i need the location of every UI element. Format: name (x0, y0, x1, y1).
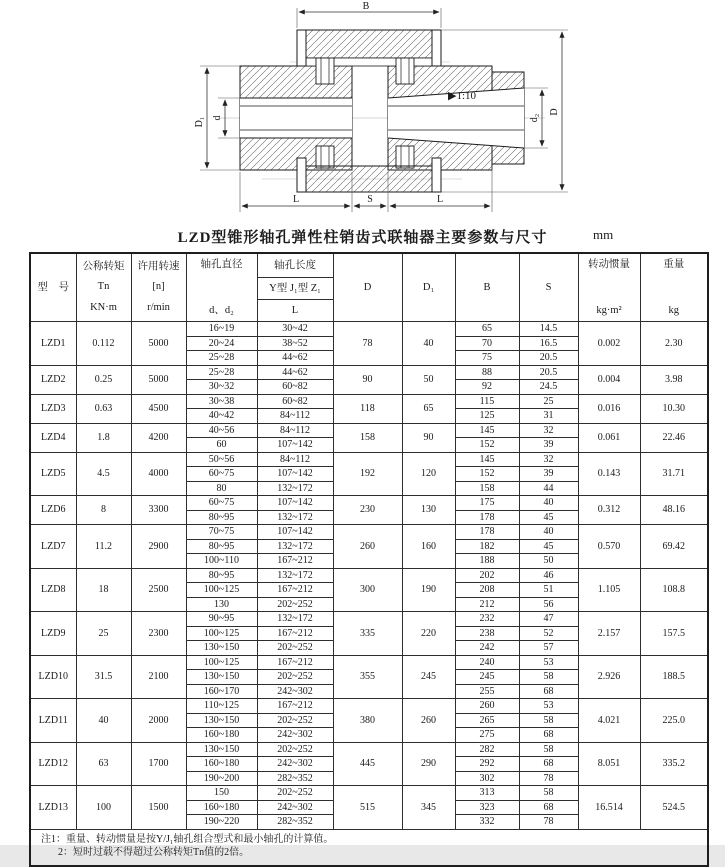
cell-bore-length: 107~142 (257, 438, 333, 453)
cell-D1: 290 (402, 742, 455, 786)
header-bore-diameter-name: 轴孔直径 (200, 258, 243, 270)
dimension-label-l-left: L (292, 194, 300, 205)
cell-bore-diameter: 25~28 (186, 351, 257, 366)
cell-B: 178 (455, 510, 519, 525)
cell-B: 292 (455, 757, 519, 772)
cell-S: 24.5 (519, 380, 578, 395)
table-notes (30, 829, 708, 866)
dimension-label-d2: d₂ (529, 113, 540, 123)
cell-inertia: 16.514 (578, 786, 640, 830)
unit-label: mm (593, 227, 614, 242)
cell-S: 47 (519, 612, 578, 627)
cell-bore-length: 242~302 (257, 728, 333, 743)
cell-D: 158 (333, 423, 402, 452)
table-row (30, 452, 708, 467)
cell-bore-length: 132~172 (257, 510, 333, 525)
cell-S: 68 (519, 757, 578, 772)
cell-D: 230 (333, 496, 402, 525)
cell-B: 242 (455, 641, 519, 656)
cell-model: LZD9 (30, 612, 76, 656)
cell-bore-length: 132~172 (257, 481, 333, 496)
cell-D1: 90 (402, 423, 455, 452)
cell-bore-diameter: 100~125 (186, 655, 257, 670)
cell-bore-length: 167~212 (257, 655, 333, 670)
cell-bore-length: 107~142 (257, 525, 333, 540)
page-title: LZD型锥形轴孔弹性柱销齿式联轴器主要参数与尺寸 (177, 230, 548, 246)
table-row (30, 365, 708, 380)
cell-B: 65 (455, 322, 519, 337)
cell-S: 44 (519, 481, 578, 496)
note-line-1: 注1：重量、转动惯量是按Y/J₁轴孔组合型式和最小轴孔的计算值。 (41, 833, 334, 845)
cell-bore-length: 282~352 (257, 771, 333, 786)
cell-bore-length: 242~302 (257, 684, 333, 699)
cell-B: 202 (455, 568, 519, 583)
cell-S: 46 (519, 568, 578, 583)
cell-speed: 1500 (131, 786, 186, 830)
table-row (30, 612, 708, 627)
cell-S: 58 (519, 786, 578, 801)
coupling-section-drawing (0, 0, 725, 225)
cell-B: 238 (455, 626, 519, 641)
cell-torque: 0.25 (76, 365, 131, 394)
cell-model: LZD5 (30, 452, 76, 496)
cell-B: 188 (455, 554, 519, 569)
cell-torque: 63 (76, 742, 131, 786)
cell-B: 145 (455, 423, 519, 438)
cell-weight: 31.71 (640, 452, 708, 496)
cell-B: 282 (455, 742, 519, 757)
header-bore-diameter-symbol: d、d₂ (209, 304, 234, 316)
header-bore-length-types: Y型 J₁型 Z₁ (257, 278, 333, 300)
header-D: D (333, 253, 402, 322)
cell-B: 240 (455, 655, 519, 670)
cell-speed: 5000 (131, 365, 186, 394)
cell-S: 40 (519, 496, 578, 511)
cell-model: LZD12 (30, 742, 76, 786)
cell-D1: 220 (402, 612, 455, 656)
cell-torque: 1.8 (76, 423, 131, 452)
cell-speed: 4000 (131, 452, 186, 496)
cell-D1: 345 (402, 786, 455, 830)
cell-B: 75 (455, 351, 519, 366)
cell-S: 58 (519, 713, 578, 728)
cell-inertia: 0.143 (578, 452, 640, 496)
cell-inertia: 0.016 (578, 394, 640, 423)
cell-bore-length: 107~142 (257, 496, 333, 511)
cell-bore-diameter: 20~24 (186, 336, 257, 351)
cell-bore-diameter: 16~19 (186, 322, 257, 337)
cell-bore-length: 44~62 (257, 365, 333, 380)
header-inertia-name: 转动惯量 (588, 258, 630, 270)
header-S: S (519, 253, 578, 322)
cell-torque: 100 (76, 786, 131, 830)
cell-torque: 8 (76, 496, 131, 525)
cell-B: 332 (455, 815, 519, 830)
cell-D: 90 (333, 365, 402, 394)
cell-bore-length: 132~172 (257, 568, 333, 583)
cell-model: LZD3 (30, 394, 76, 423)
dimension-label-l-right: L (436, 194, 444, 205)
cell-bore-diameter: 60 (186, 438, 257, 453)
cell-weight: 335.2 (640, 742, 708, 786)
cell-bore-diameter: 80 (186, 481, 257, 496)
table-row (30, 423, 708, 438)
parameters-table (29, 252, 709, 867)
cell-D1: 50 (402, 365, 455, 394)
header-inertia (578, 253, 640, 322)
cell-weight: 69.42 (640, 525, 708, 569)
cell-S: 14.5 (519, 322, 578, 337)
cell-S: 39 (519, 467, 578, 482)
cell-B: 88 (455, 365, 519, 380)
cell-bore-length: 202~252 (257, 641, 333, 656)
cell-weight: 225.0 (640, 699, 708, 743)
cell-bore-length: 167~212 (257, 626, 333, 641)
cell-S: 53 (519, 655, 578, 670)
cell-bore-diameter: 160~180 (186, 800, 257, 815)
cell-bore-diameter: 25~28 (186, 365, 257, 380)
header-bore-diameter (186, 253, 257, 322)
dimension-label-d1: D₁ (194, 116, 205, 128)
cell-bore-length: 30~42 (257, 322, 333, 337)
cell-D1: 245 (402, 655, 455, 699)
dimension-label-b: B (362, 1, 370, 12)
cell-bore-length: 107~142 (257, 467, 333, 482)
cell-D: 192 (333, 452, 402, 496)
cell-model: LZD7 (30, 525, 76, 569)
cell-S: 45 (519, 539, 578, 554)
cell-bore-diameter: 160~170 (186, 684, 257, 699)
cell-S: 16.5 (519, 336, 578, 351)
cell-B: 323 (455, 800, 519, 815)
cell-S: 50 (519, 554, 578, 569)
cell-speed: 2300 (131, 612, 186, 656)
taper-annotation: ▶1:10 (448, 90, 477, 102)
cell-bore-diameter: 160~180 (186, 728, 257, 743)
cell-weight: 22.46 (640, 423, 708, 452)
cell-bore-length: 60~82 (257, 394, 333, 409)
cell-S: 58 (519, 670, 578, 685)
cell-B: 125 (455, 409, 519, 424)
cell-D: 355 (333, 655, 402, 699)
table-row (30, 699, 708, 714)
header-B: B (455, 253, 519, 322)
cell-speed: 2500 (131, 568, 186, 612)
header-speed-name: 许用转速 (137, 260, 180, 272)
cell-weight: 157.5 (640, 612, 708, 656)
cell-bore-diameter: 190~200 (186, 771, 257, 786)
header-model: 型 号 (30, 253, 76, 322)
cell-bore-length: 167~212 (257, 583, 333, 598)
cell-bore-diameter: 80~95 (186, 539, 257, 554)
cell-model: LZD6 (30, 496, 76, 525)
cell-bore-diameter: 80~95 (186, 568, 257, 583)
cell-torque: 31.5 (76, 655, 131, 699)
cell-bore-diameter: 150 (186, 786, 257, 801)
table-header (30, 253, 708, 322)
header-inertia-unit: kg·m² (596, 304, 622, 316)
cell-weight: 48.16 (640, 496, 708, 525)
cell-bore-length: 202~252 (257, 597, 333, 612)
cell-inertia: 1.105 (578, 568, 640, 612)
cell-speed: 4200 (131, 423, 186, 452)
cell-B: 302 (455, 771, 519, 786)
cell-model: LZD1 (30, 322, 76, 366)
cell-D: 260 (333, 525, 402, 569)
notes-cell (30, 829, 708, 866)
cell-weight: 10.30 (640, 394, 708, 423)
cell-B: 255 (455, 684, 519, 699)
cell-S: 39 (519, 438, 578, 453)
cell-weight: 108.8 (640, 568, 708, 612)
cell-S: 78 (519, 815, 578, 830)
cell-bore-length: 202~252 (257, 742, 333, 757)
cell-D: 515 (333, 786, 402, 830)
dimension-b (297, 1, 441, 28)
cell-D1: 160 (402, 525, 455, 569)
header-D1: D₁ (402, 253, 455, 322)
cell-inertia: 8.051 (578, 742, 640, 786)
cell-speed: 2000 (131, 699, 186, 743)
cell-weight: 2.30 (640, 322, 708, 366)
header-weight (640, 253, 708, 322)
cell-B: 175 (455, 496, 519, 511)
cell-inertia: 0.570 (578, 525, 640, 569)
header-torque-unit: KN·m (90, 302, 117, 314)
cell-bore-diameter: 130~150 (186, 742, 257, 757)
table-row (30, 568, 708, 583)
cell-inertia: 0.061 (578, 423, 640, 452)
cell-weight: 188.5 (640, 655, 708, 699)
cell-inertia: 0.004 (578, 365, 640, 394)
cell-bore-length: 202~252 (257, 670, 333, 685)
header-weight-unit: kg (668, 304, 679, 316)
header-torque (76, 253, 131, 322)
cell-torque: 11.2 (76, 525, 131, 569)
cell-bore-length: 132~172 (257, 612, 333, 627)
cell-weight: 3.98 (640, 365, 708, 394)
table-row (30, 525, 708, 540)
cell-bore-diameter: 50~56 (186, 452, 257, 467)
cell-S: 20.5 (519, 351, 578, 366)
cell-speed: 3300 (131, 496, 186, 525)
cell-B: 313 (455, 786, 519, 801)
cell-B: 92 (455, 380, 519, 395)
cell-S: 32 (519, 423, 578, 438)
cell-inertia: 2.157 (578, 612, 640, 656)
cell-B: 212 (455, 597, 519, 612)
cell-B: 245 (455, 670, 519, 685)
title-row (0, 226, 725, 250)
header-bore-length-L: L (257, 300, 333, 322)
cell-model: LZD13 (30, 786, 76, 830)
cell-bore-length: 84~112 (257, 452, 333, 467)
cell-S: 32 (519, 452, 578, 467)
cell-bore-diameter: 70~75 (186, 525, 257, 540)
cell-bore-diameter: 40~56 (186, 423, 257, 438)
cell-model: LZD8 (30, 568, 76, 612)
cell-B: 265 (455, 713, 519, 728)
cell-bore-length: 242~302 (257, 800, 333, 815)
cell-bore-diameter: 80~95 (186, 510, 257, 525)
cell-bore-diameter: 110~125 (186, 699, 257, 714)
cell-D: 300 (333, 568, 402, 612)
header-torque-symbol: Tn (97, 281, 110, 293)
cell-S: 57 (519, 641, 578, 656)
note-line-2: 2：短时过载不得超过公称转矩Tn值的2倍。 (58, 847, 250, 858)
cell-inertia: 0.312 (578, 496, 640, 525)
cell-B: 70 (455, 336, 519, 351)
cell-model: LZD4 (30, 423, 76, 452)
header-torque-name: 公称转矩 (82, 260, 125, 272)
cell-torque: 18 (76, 568, 131, 612)
cell-bore-diameter: 130~150 (186, 670, 257, 685)
cell-bore-length: 242~302 (257, 757, 333, 772)
cell-bore-length: 132~172 (257, 539, 333, 554)
cell-bore-length: 282~352 (257, 815, 333, 830)
technical-drawing (0, 0, 725, 225)
cell-S: 45 (519, 510, 578, 525)
header-weight-name: 重量 (663, 258, 685, 270)
cell-B: 260 (455, 699, 519, 714)
cell-B: 232 (455, 612, 519, 627)
cell-bore-diameter: 130~150 (186, 713, 257, 728)
cell-torque: 0.63 (76, 394, 131, 423)
cell-B: 152 (455, 467, 519, 482)
header-bore-length: 轴孔长度 (257, 253, 333, 278)
cell-bore-diameter: 190~220 (186, 815, 257, 830)
cell-D: 380 (333, 699, 402, 743)
cell-S: 31 (519, 409, 578, 424)
dimension-label-d: d (212, 115, 223, 121)
cell-speed: 1700 (131, 742, 186, 786)
table-row (30, 322, 708, 337)
cell-B: 178 (455, 525, 519, 540)
cell-bore-diameter: 100~110 (186, 554, 257, 569)
cell-inertia: 2.926 (578, 655, 640, 699)
cell-inertia: 4.021 (578, 699, 640, 743)
cell-bore-length: 44~62 (257, 351, 333, 366)
cell-S: 52 (519, 626, 578, 641)
dimension-label-D: D (549, 108, 560, 116)
cell-bore-length: 202~252 (257, 786, 333, 801)
cell-B: 115 (455, 394, 519, 409)
cell-S: 25 (519, 394, 578, 409)
cell-bore-diameter: 100~125 (186, 626, 257, 641)
cell-S: 68 (519, 800, 578, 815)
cell-bore-diameter: 60~75 (186, 467, 257, 482)
cell-B: 158 (455, 481, 519, 496)
cell-D: 78 (333, 322, 402, 366)
cell-S: 56 (519, 597, 578, 612)
cell-bore-length: 60~82 (257, 380, 333, 395)
cell-speed: 4500 (131, 394, 186, 423)
cell-bore-diameter: 30~38 (186, 394, 257, 409)
cell-bore-diameter: 40~42 (186, 409, 257, 424)
cell-S: 53 (519, 699, 578, 714)
cell-torque: 0.112 (76, 322, 131, 366)
cell-B: 208 (455, 583, 519, 598)
cell-D1: 40 (402, 322, 455, 366)
cell-bore-diameter: 130~150 (186, 641, 257, 656)
cell-bore-length: 38~52 (257, 336, 333, 351)
cell-B: 145 (455, 452, 519, 467)
cell-model: LZD10 (30, 655, 76, 699)
cell-bore-diameter: 90~95 (186, 612, 257, 627)
cell-S: 68 (519, 684, 578, 699)
table-row (30, 394, 708, 409)
cell-S: 58 (519, 742, 578, 757)
cell-S: 68 (519, 728, 578, 743)
cell-bore-diameter: 100~125 (186, 583, 257, 598)
cell-B: 152 (455, 438, 519, 453)
cell-inertia: 0.002 (578, 322, 640, 366)
cell-bore-length: 84~112 (257, 423, 333, 438)
cell-bore-diameter: 60~75 (186, 496, 257, 511)
cell-D: 335 (333, 612, 402, 656)
cell-bore-length: 167~212 (257, 554, 333, 569)
cell-torque: 25 (76, 612, 131, 656)
cell-S: 20.5 (519, 365, 578, 380)
cell-bore-diameter: 30~32 (186, 380, 257, 395)
cell-speed: 2900 (131, 525, 186, 569)
cell-D1: 260 (402, 699, 455, 743)
cell-S: 40 (519, 525, 578, 540)
table-row (30, 655, 708, 670)
cell-D1: 190 (402, 568, 455, 612)
cell-bore-diameter: 160~180 (186, 757, 257, 772)
table-body (30, 322, 708, 830)
cell-weight: 524.5 (640, 786, 708, 830)
cell-model: LZD2 (30, 365, 76, 394)
cell-D1: 130 (402, 496, 455, 525)
cell-torque: 4.5 (76, 452, 131, 496)
cell-S: 51 (519, 583, 578, 598)
cell-bore-diameter: 130 (186, 597, 257, 612)
header-speed-unit: r/min (147, 302, 170, 314)
table-row (30, 786, 708, 801)
cell-D1: 65 (402, 394, 455, 423)
table-row (30, 742, 708, 757)
cell-B: 182 (455, 539, 519, 554)
cell-D: 118 (333, 394, 402, 423)
header-speed-symbol: [n] (152, 281, 165, 293)
cell-D1: 120 (402, 452, 455, 496)
cell-D: 445 (333, 742, 402, 786)
cell-speed: 5000 (131, 322, 186, 366)
cell-S: 78 (519, 771, 578, 786)
left-hub (240, 66, 352, 170)
cell-bore-length: 84~112 (257, 409, 333, 424)
cell-torque: 40 (76, 699, 131, 743)
cell-speed: 2100 (131, 655, 186, 699)
dimension-label-s: S (367, 194, 373, 205)
cell-B: 275 (455, 728, 519, 743)
table-row (30, 496, 708, 511)
cell-bore-length: 167~212 (257, 699, 333, 714)
cell-model: LZD11 (30, 699, 76, 743)
header-speed (131, 253, 186, 322)
cell-bore-length: 202~252 (257, 713, 333, 728)
